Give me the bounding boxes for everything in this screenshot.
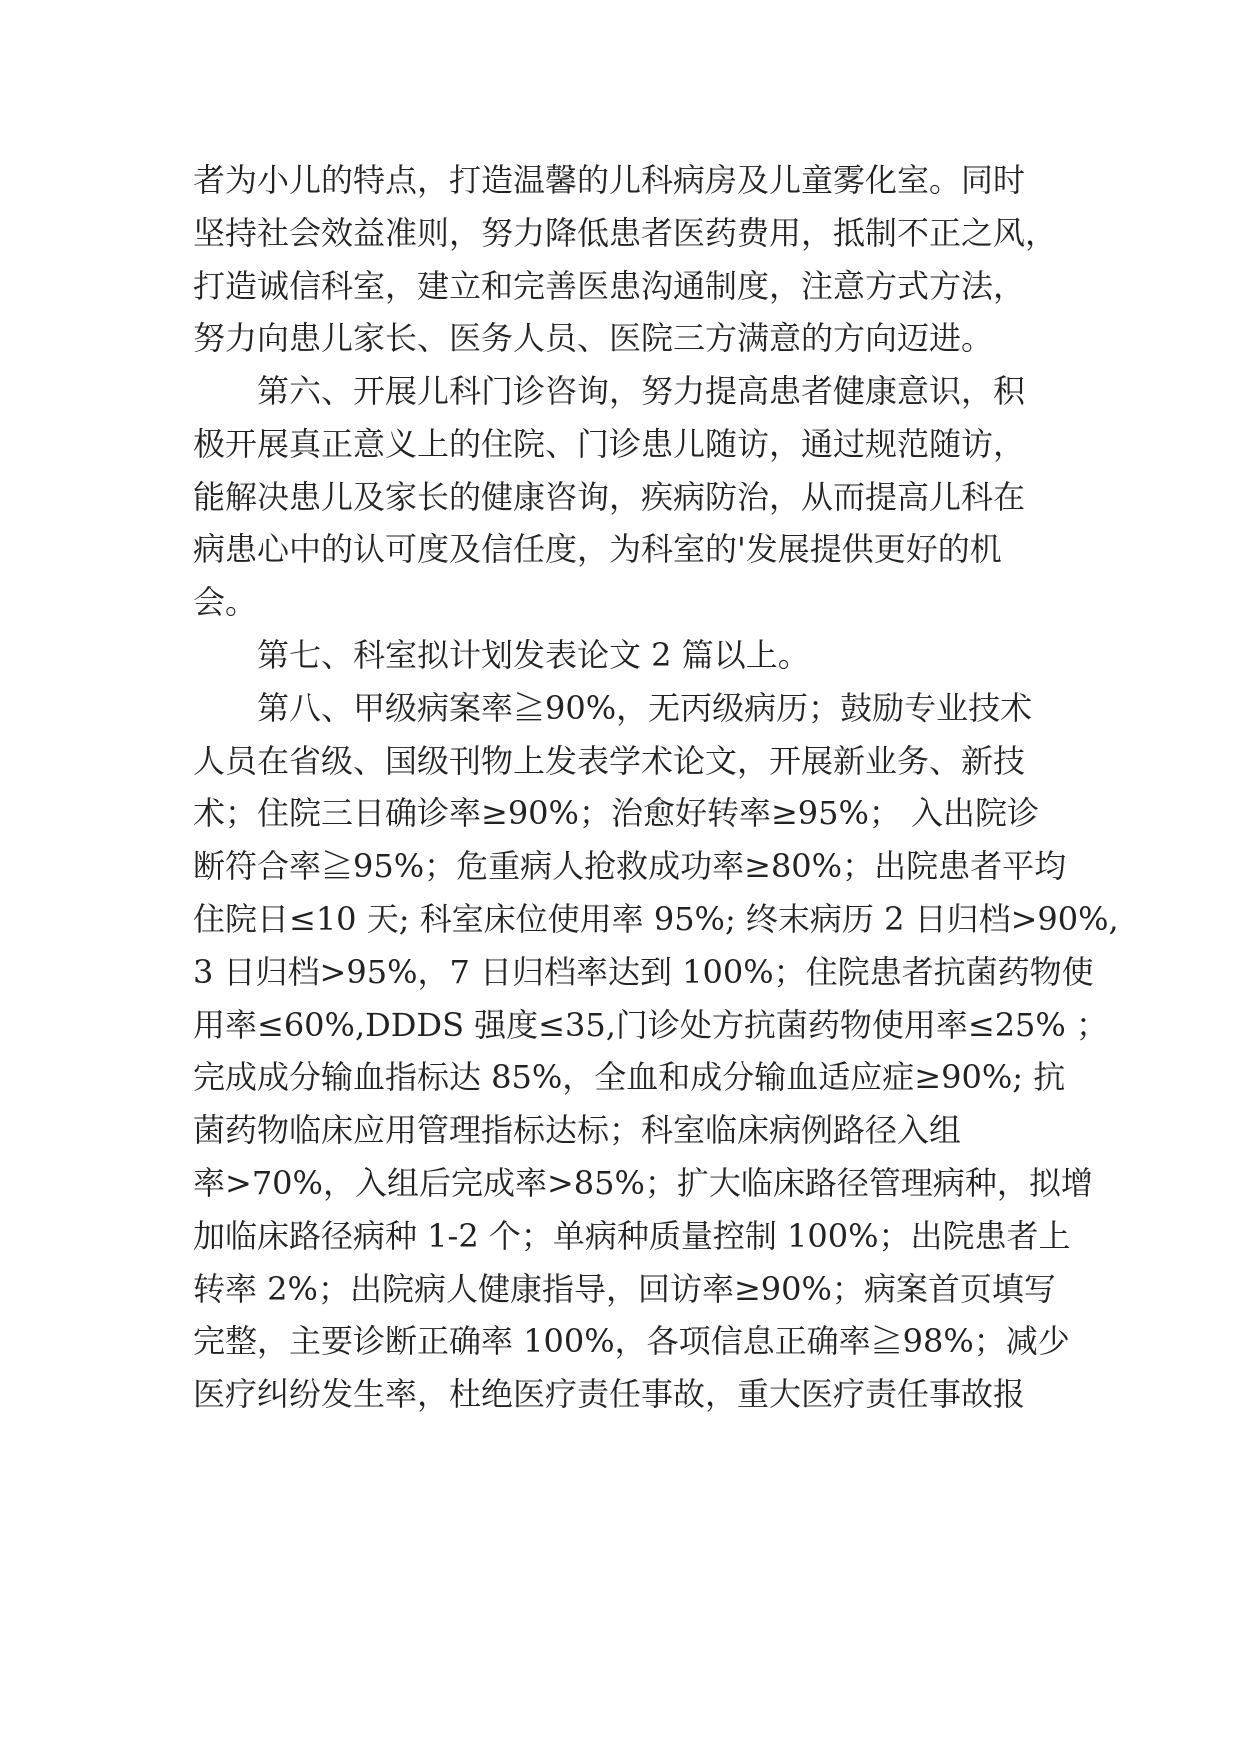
text-line: 率>70%，入组后完成率>85%；扩大临床路径管理病种，拟增	[193, 1164, 1093, 1202]
text-line: 病患心中的认可度及信任度，为科室的'发展提供更好的机	[193, 530, 1002, 568]
paragraph-start-line: 第七、科室拟计划发表论文 2 篇以上。	[257, 636, 810, 674]
text-line: 努力向患儿家长、医务人员、医院三方满意的方向迈进。	[193, 319, 994, 357]
text-line: 极开展真正意义上的住院、门诊患儿随访，通过规范随访，	[193, 425, 1026, 463]
text-line: 会。	[193, 583, 258, 621]
text-line: 术；住院三日确诊率≥90%；治愈好转率≥95%； 入出院诊	[193, 794, 1040, 832]
text-line: 医疗纠纷发生率，杜绝医疗责任事故，重大医疗责任事故报	[193, 1375, 1026, 1413]
text-line: 打造诚信科室，建立和完善医患沟通制度，注意方式方法，	[193, 267, 1026, 305]
text-line: 住院日≤10 天; 科室床位使用率 95%; 终末病历 2 日归档>90%,	[193, 900, 1119, 938]
text-line: 加临床路径病种 1-2 个；单病种质量控制 100%；出院患者上	[193, 1217, 1071, 1255]
text-line: 坚持社会效益准则，努力降低患者医药费用，抵制不正之风，	[193, 214, 1058, 252]
paragraph-start-line: 第八、甲级病案率≧90%，无丙级病历；鼓励专业技术	[257, 689, 1033, 727]
text-line: 完整，主要诊断正确率 100%，各项信息正确率≧98%；减少	[193, 1322, 1070, 1360]
text-line: 3 日归档>95%，7 日归档率达到 100%；住院患者抗菌药物使	[193, 953, 1094, 991]
text-line: 断符合率≧95%；危重病人抢救成功率≥80%；出院患者平均	[193, 847, 1067, 885]
text-line: 用率≤60%,DDDS 强度≤35,门诊处方抗菌药物使用率≤25% ；	[193, 1006, 1108, 1044]
text-line: 转率 2%；出院病人健康指导，回访率≥90%；病案首页填写	[193, 1270, 1056, 1308]
text-line: 能解决患儿及家长的健康咨询，疾病防治，从而提高儿科在	[193, 478, 1026, 516]
paragraph-start-line: 第六、开展儿科门诊咨询，努力提高患者健康意识，积	[257, 372, 1026, 410]
text-line: 人员在省级、国级刊物上发表学术论文，开展新业务、新技	[193, 742, 1026, 780]
text-line: 菌药物临床应用管理指标达标；科室临床病例路径入组	[193, 1111, 962, 1149]
text-line: 者为小儿的特点，打造温馨的儿科病房及儿童雾化室。同时	[193, 161, 1026, 199]
text-line: 完成成分输血指标达 85%，全血和成分输血适应症≥90%; 抗	[193, 1058, 1066, 1096]
